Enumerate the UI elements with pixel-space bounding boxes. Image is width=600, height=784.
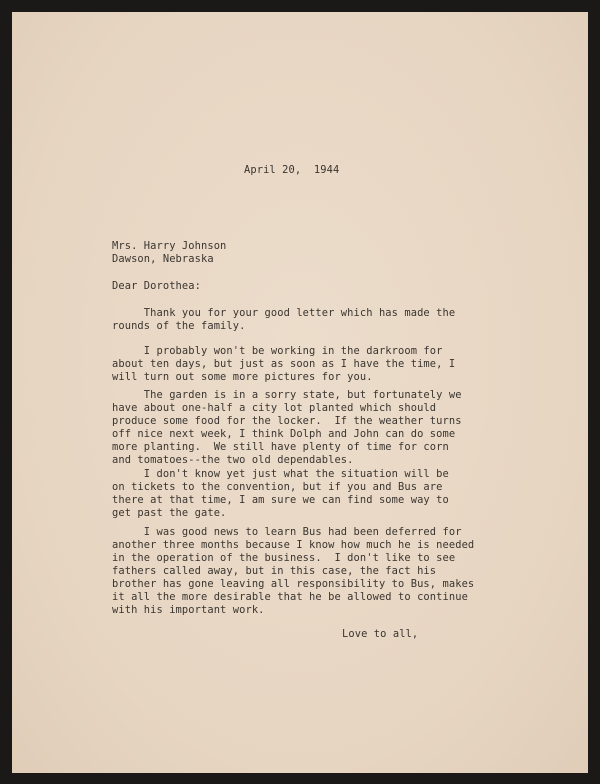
- paragraph-5-line: fathers called away, but in this case, the fact his: [112, 565, 437, 577]
- paragraph-5-line: another three months because I know how much he is needed: [112, 539, 475, 551]
- paragraph-3-line: more planting. We still have plenty of time for corn: [112, 441, 449, 453]
- paragraph-4-line: there at that time, I am sure we can find some way to: [112, 494, 449, 506]
- paragraph-3-line: have about one-half a city lot planted which should: [112, 402, 437, 414]
- paragraph-4-line: get past the gate.: [112, 507, 227, 519]
- salutation: Dear Dorothea:: [112, 280, 201, 292]
- recipient-name: Mrs. Harry Johnson: [112, 240, 227, 252]
- letter-date: April 20, 1944: [244, 164, 340, 176]
- paragraph-5-line: it all the more desirable that he be allowed to continue: [112, 591, 468, 603]
- paragraph-5-line: with his important work.: [112, 604, 265, 616]
- paragraph-4-line: on tickets to the convention, but if you and Bus are: [112, 481, 443, 493]
- paragraph-5-line: brother has gone leaving all responsibility to Bus, makes: [112, 578, 475, 590]
- paragraph-3-line: produce some food for the locker. If the weather turns: [112, 415, 462, 427]
- paragraph-1-line: rounds of the family.: [112, 320, 246, 332]
- paragraph-2-line: about ten days, but just as soon as I have the time, I: [112, 358, 456, 370]
- closing: Love to all,: [342, 628, 419, 640]
- paragraph-5-line: in the operation of the business. I don't like to see: [112, 552, 456, 564]
- paragraph-2-line: I probably won't be working in the darkroom for: [112, 345, 443, 357]
- paragraph-5-line: I was good news to learn Bus had been deferred for: [112, 526, 462, 538]
- recipient-address: Dawson, Nebraska: [112, 253, 214, 265]
- paragraph-1-line: Thank you for your good letter which has made the: [112, 307, 456, 319]
- paragraph-3-line: The garden is in a sorry state, but fortunately we: [112, 389, 462, 401]
- paragraph-4-line: I don't know yet just what the situation will be: [112, 468, 449, 480]
- paragraph-3-line: off nice next week, I think Dolph and John can do some: [112, 428, 456, 440]
- paragraph-2-line: will turn out some more pictures for you.: [112, 371, 373, 383]
- letter-page: [12, 12, 588, 773]
- paragraph-3-line: and tomatoes--the two old dependables.: [112, 454, 354, 466]
